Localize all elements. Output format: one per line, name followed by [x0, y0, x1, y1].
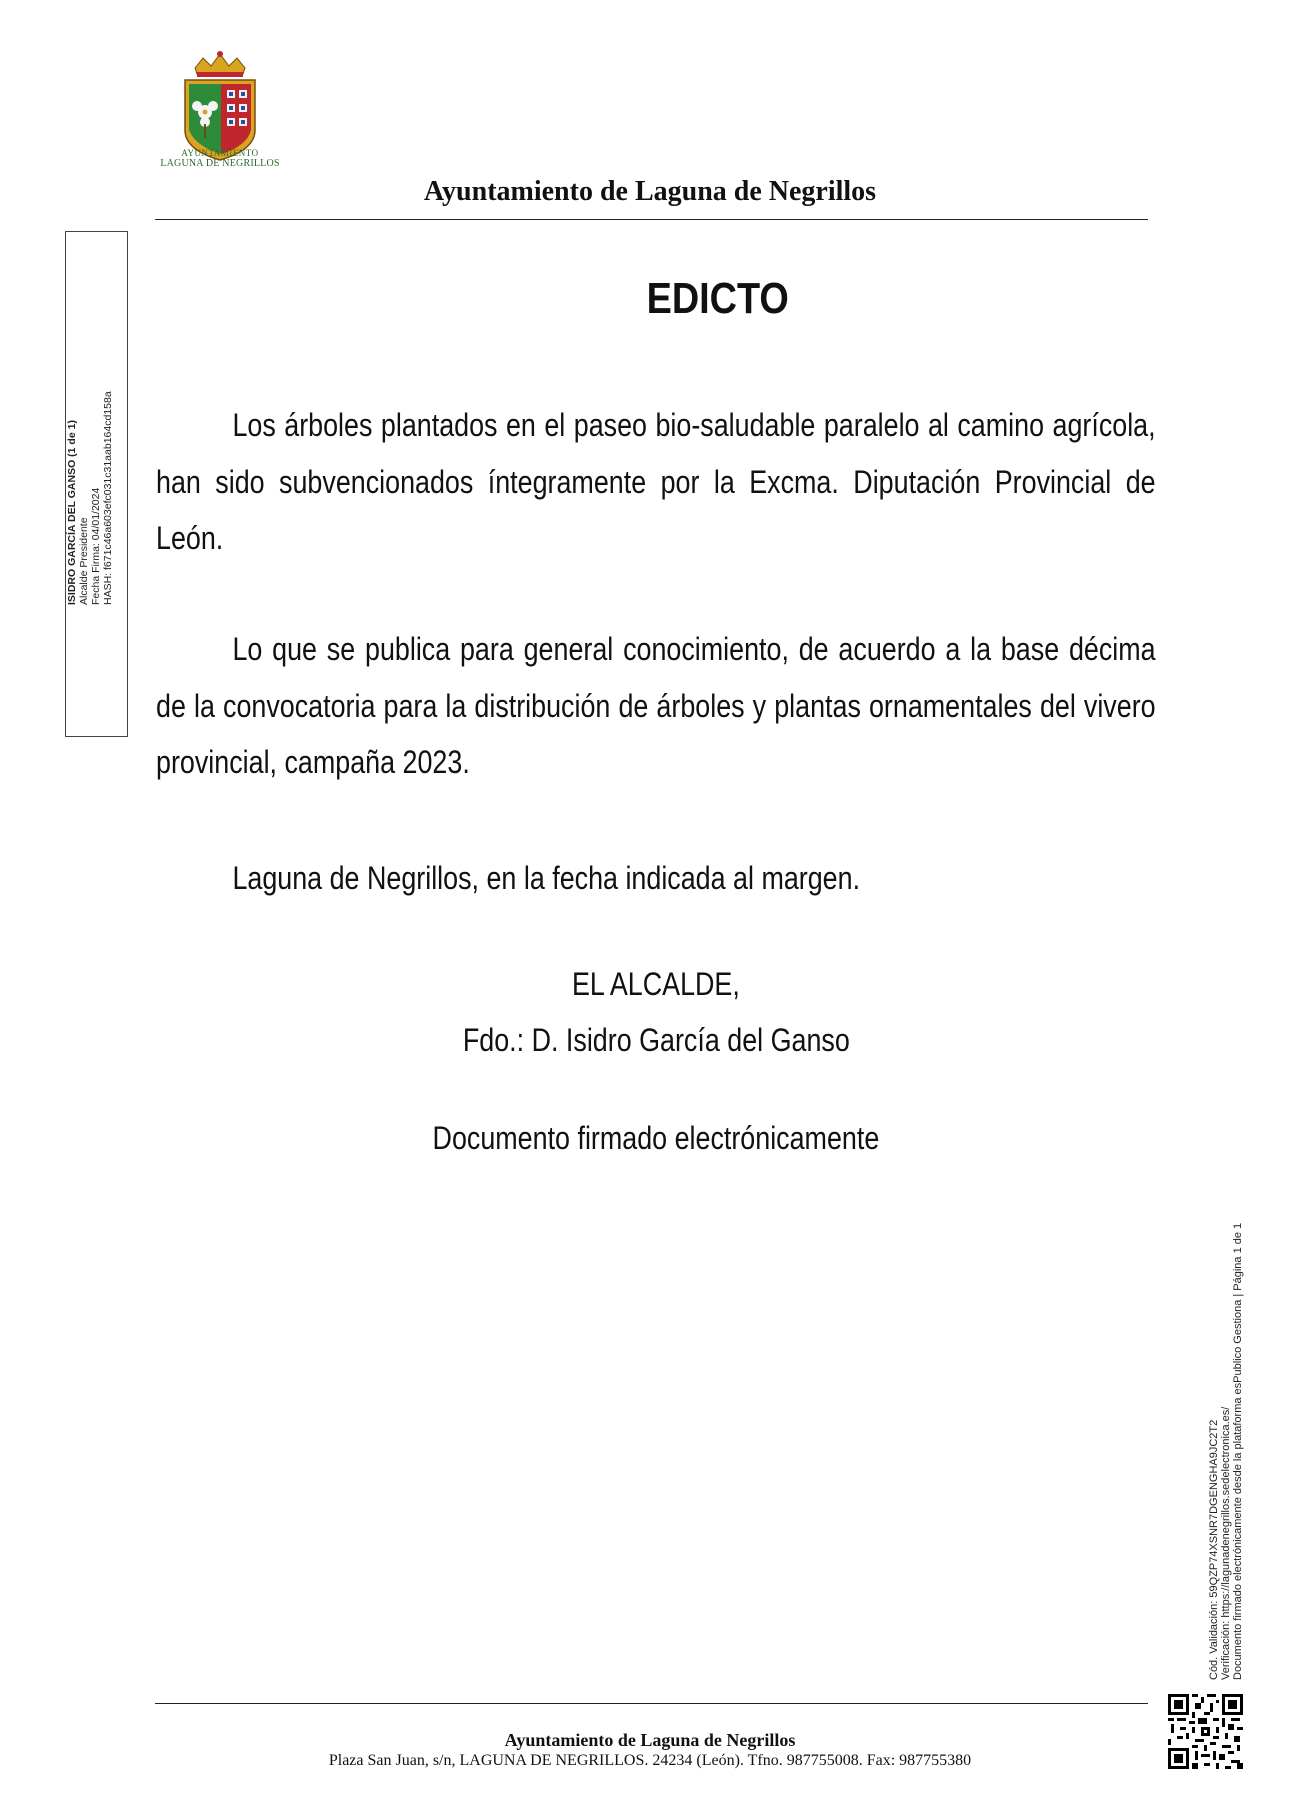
signer-name [156, 1020, 1156, 1060]
header-divider [155, 219, 1148, 220]
signer-role-text: EL ALCALDE, [572, 966, 740, 1002]
logo-caption-bottom: LAGUNA DE NEGRILLOS [160, 158, 280, 169]
verification-text [1208, 1140, 1244, 1680]
document-title-text: EDICTO [646, 274, 790, 323]
platform-note: Documento firmado electrónicamente desde la plataforma esPublico Gestiona | Página 1 de 1 [1232, 1222, 1244, 1680]
signer-name-text: Fdo.: D. Isidro García del Ganso [462, 1022, 850, 1058]
footer-divider [155, 1703, 1148, 1704]
signed-note-text: Documento firmado electrónicamente [432, 1120, 880, 1156]
paragraph-2 [156, 621, 1156, 791]
stamp-signer: ISIDRO GARCÍA DEL GANSO (1 de 1) [66, 420, 78, 605]
qr-code-icon [1168, 1694, 1243, 1769]
signed-note [156, 1118, 1156, 1158]
stamp-role: Alcalde Presidente [78, 517, 90, 605]
logo-caption-top: AYUNTAMIENTO [181, 148, 259, 158]
paragraph-1 [156, 397, 1156, 567]
header-title: Ayuntamiento de Laguna de Negrillos [423, 176, 877, 207]
signer-role [156, 964, 1156, 1004]
footer-organization: Ayuntamiento de Laguna de Negrillos [504, 1730, 796, 1750]
signature-stamp-text [66, 375, 114, 605]
stamp-hash: HASH: f671c46a603efc031c31aab164cd158a [102, 391, 114, 605]
validation-code: Cód. Validación: 59QZP74XSNR7DGENGHA9JC2T2 [1208, 1419, 1220, 1680]
paragraph-1-text: Los árboles plantados en el paseo bio-saludable paralelo al camino agrícola, han sido subvencionados íntegramente por la Excma. Diputación Provincial de León. [156, 407, 1156, 556]
stamp-date: Fecha Firma: 04/01/2024 [90, 487, 102, 605]
verification-url: Verificación: https://lagunadenegrillos.sedelectronica.es/ [1220, 1406, 1232, 1680]
paragraph-3-text: Laguna de Negrillos, en la fecha indicada al margen. [232, 860, 861, 896]
paragraph-2-text: Lo que se publica para general conocimiento, de acuerdo a la base décima de la convocatoria para la distribución de árboles y plantas ornamentales del vivero provincial, campaña 2023. [156, 631, 1156, 780]
document-title [155, 274, 1281, 324]
footer-address: Plaza San Juan, s/n, LAGUNA DE NEGRILLOS. 24234 (León). Tfno. 987755008. Fax: 987755380 [328, 1752, 972, 1769]
paragraph-3 [156, 850, 1156, 907]
